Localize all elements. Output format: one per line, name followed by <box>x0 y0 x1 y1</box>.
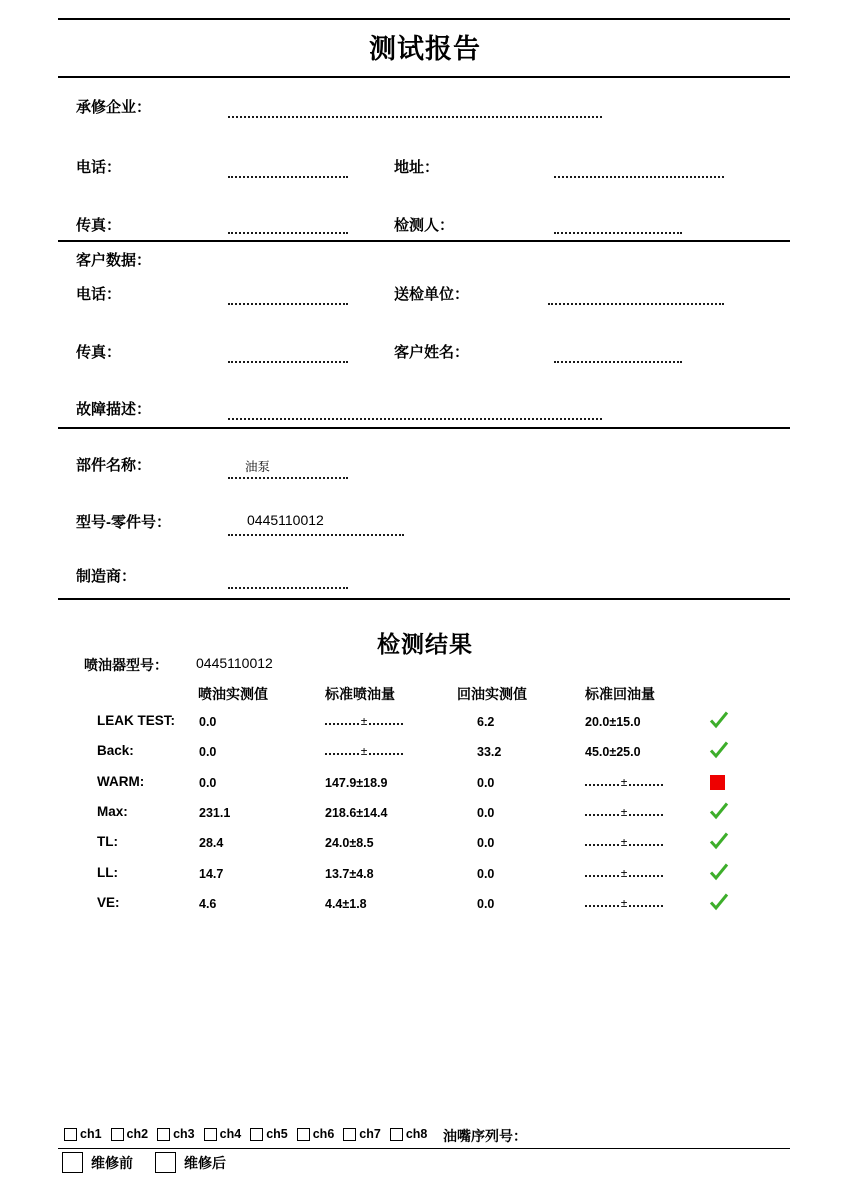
repair-fax-label: 传真： <box>76 217 122 234</box>
cell-injection-standard: 4.4±1.8 <box>325 896 367 911</box>
page-title: 测试报告 <box>369 34 481 64</box>
title-bottom-rule <box>58 76 790 78</box>
repair-address-underline[interactable] <box>554 176 724 178</box>
status-pass-check-icon <box>708 891 730 913</box>
plus-minus-icon: ± <box>620 835 628 850</box>
part-section-bottom-rule <box>58 598 790 600</box>
cell-injection-measured: 0.0 <box>199 715 217 729</box>
cell-injection-measured: 231.1 <box>199 805 231 820</box>
checkbox-channel-4-box[interactable] <box>204 1128 217 1141</box>
result-row-label: VE: <box>97 894 120 910</box>
footer-rule <box>58 1148 790 1149</box>
customer-section-bottom-rule <box>58 427 790 429</box>
checkbox-channel-2-label: ch2 <box>126 1127 149 1141</box>
fault-description-label: 故障描述： <box>76 401 152 418</box>
customer-fax-underline[interactable] <box>228 361 348 363</box>
cell-return-measured: 0.0 <box>477 805 495 820</box>
injector-model-label: 喷油器型号： <box>84 657 168 673</box>
checkbox-channel-3-label: ch3 <box>173 1127 195 1141</box>
checkbox-channel-5-box[interactable] <box>250 1128 263 1141</box>
checkbox-channel-7-box[interactable] <box>343 1128 356 1141</box>
cell-injection-standard: 13.7±4.8 <box>325 866 374 881</box>
checkbox-channel-5[interactable] <box>250 1127 288 1141</box>
sender-unit-underline[interactable] <box>548 303 724 305</box>
checkbox-channel-8-box[interactable] <box>390 1128 403 1141</box>
checkbox-channel-4[interactable] <box>204 1127 242 1141</box>
repair-phone-underline[interactable] <box>228 176 348 178</box>
repair-phone-label: 电话： <box>76 159 122 176</box>
plus-minus-icon: ± <box>620 865 628 880</box>
repair-address-label: 地址： <box>394 159 440 176</box>
checkbox-channel-1[interactable] <box>64 1127 102 1141</box>
customer-phone-underline[interactable] <box>228 303 348 305</box>
nozzle-serial-label: 油嘴序列号： <box>443 1128 527 1144</box>
repair-company-underline[interactable] <box>228 116 602 118</box>
checkbox-after-repair-box[interactable] <box>155 1152 176 1173</box>
customer-name-label: 客户姓名： <box>394 344 470 361</box>
cell-injection-measured: 14.7 <box>199 866 224 881</box>
top-rule <box>58 18 790 20</box>
injector-model-value: 0445110012 <box>196 655 273 671</box>
part-name-value[interactable]: 油泵 <box>245 460 271 474</box>
result-row-label: Max: <box>97 803 128 819</box>
part-model-underline[interactable] <box>228 534 404 536</box>
cell-return-standard-empty <box>585 865 663 882</box>
checkbox-channel-3[interactable] <box>157 1127 195 1141</box>
cell-injection-measured: 0.0 <box>199 745 217 760</box>
customer-section-label: 客户数据： <box>76 252 152 269</box>
customer-name-underline[interactable] <box>554 361 682 363</box>
channel-checkbox-row <box>64 1127 436 1141</box>
cell-return-measured: 0.0 <box>477 775 495 790</box>
part-model-value[interactable]: 0445110012 <box>247 512 324 528</box>
status-pass-check-icon <box>708 739 730 761</box>
checkbox-after-repair[interactable] <box>155 1152 226 1173</box>
inspector-label: 检测人： <box>394 217 455 234</box>
result-row-label: LL: <box>97 864 118 880</box>
result-row-label: WARM: <box>97 773 145 789</box>
repair-fax-underline[interactable] <box>228 232 348 234</box>
plus-minus-icon: ± <box>620 804 628 819</box>
cell-injection-standard-empty <box>325 716 403 730</box>
manufacturer-label: 制造商： <box>76 568 137 585</box>
column-header-injection-standard: 标准喷油量 <box>325 686 395 702</box>
result-row-label: Back: <box>97 743 134 759</box>
part-name-underline[interactable] <box>228 477 348 479</box>
result-row-label: TL: <box>97 834 118 850</box>
customer-phone-label: 电话： <box>76 286 122 303</box>
status-pass-check-icon <box>708 830 730 852</box>
results-title: 检测结果 <box>377 631 473 657</box>
status-pass-check-icon <box>708 709 730 731</box>
cell-injection-measured: 0.0 <box>199 775 217 790</box>
part-name-label: 部件名称： <box>76 457 152 474</box>
checkbox-channel-6-box[interactable] <box>297 1128 310 1141</box>
cell-injection-standard: 218.6±14.4 <box>325 805 388 820</box>
inspector-underline[interactable] <box>554 232 682 234</box>
checkbox-channel-2[interactable] <box>111 1127 149 1141</box>
repair-stage-row <box>62 1152 235 1173</box>
plus-minus-icon: ± <box>360 714 368 728</box>
cell-injection-measured: 28.4 <box>199 836 224 851</box>
column-header-injection-measured: 喷油实测值 <box>198 686 268 702</box>
cell-return-standard-empty <box>585 804 663 821</box>
status-pass-check-icon <box>708 861 730 883</box>
cell-return-standard: 20.0±15.0 <box>585 715 641 729</box>
part-model-label: 型号-零件号： <box>76 514 171 531</box>
cell-return-standard-empty <box>585 774 663 791</box>
repair-company-label: 承修企业： <box>76 99 152 116</box>
cell-return-measured: 33.2 <box>477 745 502 760</box>
plus-minus-icon: ± <box>620 774 628 789</box>
result-row-label: LEAK TEST: <box>97 713 176 728</box>
column-header-return-standard: 标准回油量 <box>585 686 655 702</box>
customer-fax-label: 传真： <box>76 344 122 361</box>
fault-description-underline[interactable] <box>228 418 602 420</box>
cell-injection-standard: 147.9±18.9 <box>325 775 388 790</box>
manufacturer-underline[interactable] <box>228 587 348 589</box>
checkbox-channel-2-box[interactable] <box>111 1128 124 1141</box>
checkbox-channel-4-label: ch4 <box>219 1127 242 1141</box>
checkbox-channel-3-box[interactable] <box>157 1128 170 1141</box>
cell-return-measured: 0.0 <box>477 896 495 911</box>
cell-return-measured: 6.2 <box>477 715 495 729</box>
cell-return-standard: 45.0±25.0 <box>585 745 641 760</box>
checkbox-channel-8[interactable] <box>390 1127 428 1141</box>
cell-return-measured: 0.0 <box>477 866 495 881</box>
plus-minus-icon: ± <box>620 895 628 910</box>
status-fail-square-icon <box>710 775 725 790</box>
checkbox-before-repair-label: 维修前 <box>91 1154 133 1171</box>
cell-injection-measured: 4.6 <box>199 896 217 911</box>
checkbox-channel-1-label: ch1 <box>80 1127 102 1141</box>
cell-return-standard-empty <box>585 837 663 851</box>
cell-return-measured: 0.0 <box>477 836 495 851</box>
cell-return-standard-empty <box>585 895 663 912</box>
checkbox-before-repair-box[interactable] <box>62 1152 83 1173</box>
checkbox-channel-6-label: ch6 <box>312 1127 335 1141</box>
checkbox-channel-5-label: ch5 <box>266 1127 288 1141</box>
checkbox-before-repair[interactable] <box>62 1152 133 1173</box>
cell-injection-standard-empty <box>325 746 403 760</box>
checkbox-channel-1-box[interactable] <box>64 1128 77 1141</box>
checkbox-channel-8-label: ch8 <box>405 1127 428 1141</box>
plus-minus-icon: ± <box>360 744 368 759</box>
checkbox-channel-7[interactable] <box>343 1127 381 1141</box>
repair-section-bottom-rule <box>58 240 790 242</box>
sender-unit-label: 送检单位： <box>394 286 470 303</box>
checkbox-channel-7-label: ch7 <box>359 1127 381 1141</box>
cell-injection-standard: 24.0±8.5 <box>325 836 374 851</box>
column-header-return-measured: 回油实测值 <box>457 686 527 702</box>
checkbox-after-repair-label: 维修后 <box>184 1154 226 1171</box>
checkbox-channel-6[interactable] <box>297 1127 335 1141</box>
status-pass-check-icon <box>708 800 730 822</box>
